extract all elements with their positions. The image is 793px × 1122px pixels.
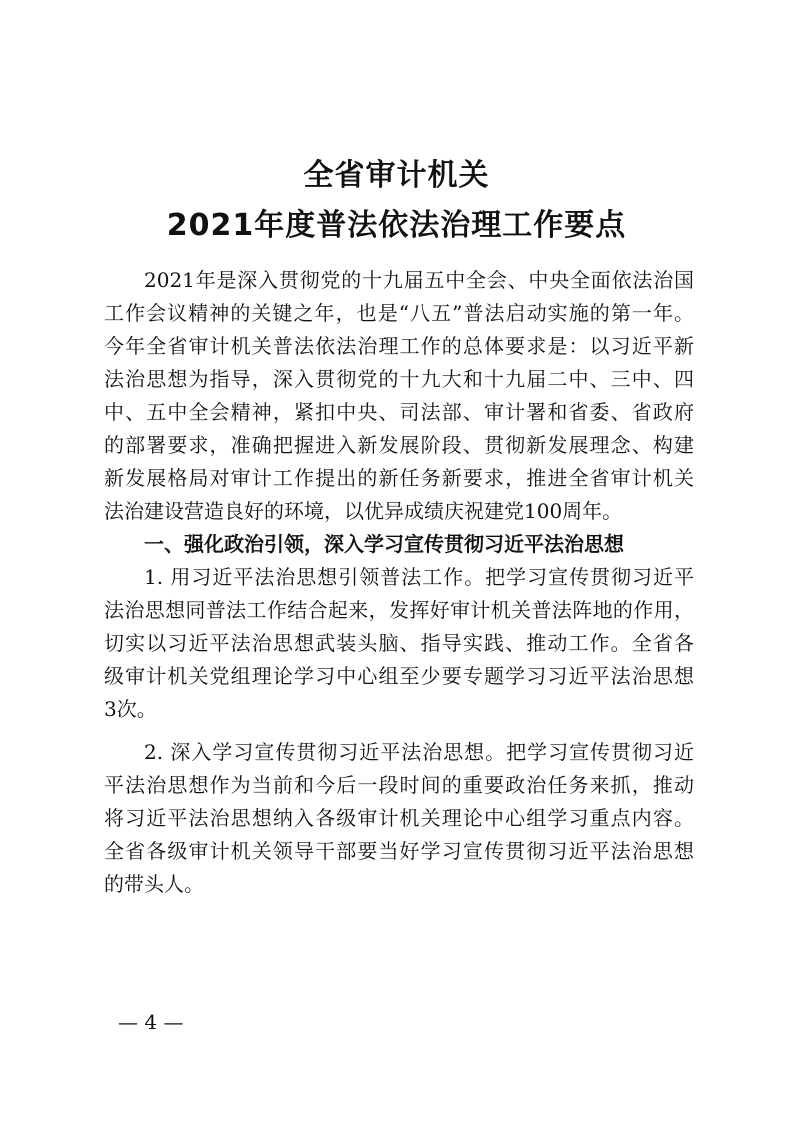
intro-line: 的部署要求，准确把握进入新发展阶段、贯彻新发展理念、构建 — [104, 433, 694, 457]
item-2-line: 将习近平法治思想纳入各级审计机关理论中心组学习重点内容。 — [104, 806, 694, 830]
item-1-line: 3次。 — [104, 697, 157, 721]
intro-line: 工作会议精神的关键之年，也是“八五”普法启动实施的第一年。 — [104, 301, 694, 325]
item-1-line: 级审计机关党组理论学习中心组至少要专题学习习近平法治思想 — [104, 664, 694, 688]
intro-line: 中、五中全会精神，紧扣中央、司法部、审计署和省委、省政府 — [104, 400, 694, 424]
item-1-line: 1. 用习近平法治思想引领普法工作。把学习宣传贯彻习近平 — [144, 565, 694, 589]
item-2-paragraph — [104, 736, 694, 901]
item-1-line: 切实以习近平法治思想武装头脑、指导实践、推动工作。全省各 — [104, 631, 694, 655]
intro-line: 新发展格局对审计工作提出的新任务新要求，推进全省审计机关 — [104, 466, 694, 490]
intro-line: 2021年是深入贯彻党的十九届五中全会、中央全面依法治国 — [144, 268, 694, 292]
item-1-line: 法治思想同普法工作结合起来，发挥好审计机关普法阵地的作用， — [104, 598, 694, 622]
intro-paragraph — [104, 264, 694, 528]
page-number: — 4 — — [118, 1010, 184, 1034]
document-body — [104, 264, 694, 901]
item-2-line: 2. 深入学习宣传贯彻习近平法治思想。把学习宣传贯彻习近 — [144, 740, 694, 764]
item-2-line: 全省各级审计机关领导干部要当好学习宣传贯彻习近平法治思想 — [104, 839, 694, 863]
intro-line: 法治思想为指导，深入贯彻党的十九大和十九届二中、三中、四 — [104, 367, 694, 391]
item-1-paragraph — [104, 561, 694, 726]
document-title-line-2: 2021年度普法依法治理工作要点 — [166, 208, 627, 243]
intro-line: 今年全省审计机关普法依法治理工作的总体要求是：以习近平新 — [104, 334, 694, 358]
item-2-line: 平法治思想作为当前和今后一段时间的重要政治任务来抓，推动 — [104, 773, 694, 797]
section-heading: 一、强化政治引领，深入学习宣传贯彻习近平法治思想 — [144, 532, 624, 556]
document-title-line-1: 全省审计机关 — [303, 158, 490, 193]
item-2-line: 的带头人。 — [104, 872, 204, 896]
intro-line: 法治建设营造良好的环境，以优异成绩庆祝建党100周年。 — [104, 499, 623, 523]
